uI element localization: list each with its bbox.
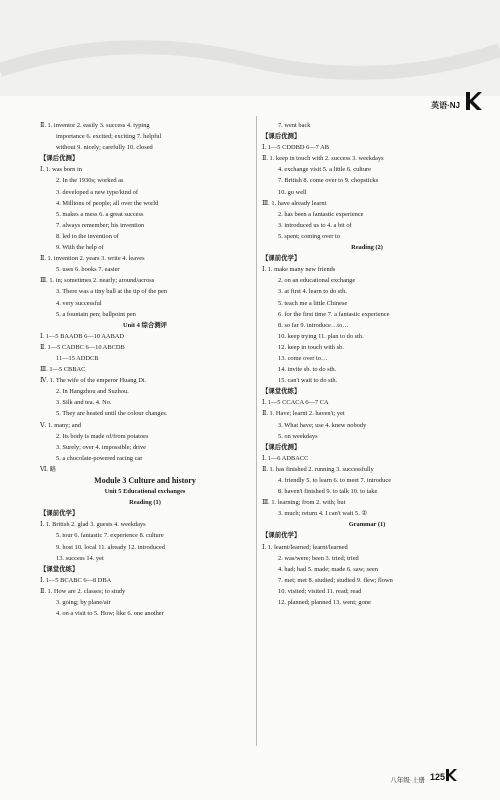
column-divider (256, 116, 257, 746)
answer-line: Reading (2) (351, 244, 383, 252)
answer-line: 9. With the help of (56, 244, 104, 252)
answer-line: 【课前优学】 (262, 255, 301, 263)
answer-line: 8. so far 9. introduce…to… (278, 321, 349, 329)
answer-line: 5. a fountain pen; ballpoint pen (56, 310, 136, 318)
answer-line: 3. Surely; over 4. impossible; drive (56, 443, 146, 451)
answer-line: 4. exchange visit 5. a little 6. culture (278, 166, 371, 174)
answer-line: Ⅰ. 1. learnt/learned; learnt/learned (262, 543, 348, 551)
footer-grade: 八年级·上册 (390, 777, 425, 784)
answer-line: 7. British 8. come over to 9. chopsticks (278, 177, 379, 185)
answer-line: 3. There was a tiny ball at the tip of the pen (56, 288, 167, 296)
answer-line: Ⅴ. 1. many; and (40, 421, 81, 429)
answer-line: 5. on weekdays (278, 432, 318, 440)
answer-line: 2. Its body is made of/from potatoes (56, 432, 149, 440)
answer-line: 7. met; met 8. studied; studied 9. flew; flown (278, 576, 393, 584)
answer-line: 3. developed a new type/kind of (56, 188, 138, 196)
answer-line: 【课堂优练】 (40, 565, 79, 573)
page-number: 125 (429, 772, 445, 782)
answer-line: Ⅱ. 1—5 CADBC 6—10 ABCDB (40, 343, 125, 351)
k-logo-icon (462, 90, 482, 112)
answer-line: 15. can't wait to do sth. (278, 377, 338, 385)
answer-line: without 9. nicely; carefully 10. closed (56, 144, 153, 152)
answer-line: 2. was/were; been 3. tried; tried (278, 554, 359, 562)
answer-line: 12. planned; planned 13. went; gone (278, 599, 371, 607)
answer-line: Ⅲ. 1. in; sometimes 2. nearly; around/across (40, 277, 155, 285)
answer-line: 4. friendly 5. to learn 6. to meet 7. introduce (278, 477, 392, 484)
answer-line: Ⅱ. 1. keep in touch with 2. success 3. weekdays (262, 155, 384, 163)
answer-line: 10. keep trying 11. plan to do sth. (278, 332, 364, 340)
answer-line: Ⅰ. 1—6 ADBACC (262, 454, 309, 462)
answer-line: 【课堂优练】 (262, 388, 301, 396)
answer-line: 2. on an educational exchange (278, 277, 356, 285)
answer-line: 2. In the 1930s; worked as (56, 177, 124, 185)
answer-line: Ⅳ. 1. The wife of the emperor Huang Di. (40, 377, 147, 385)
answer-line: 12. keep in touch with sb. (278, 343, 344, 351)
answer-line: 5. tour 6. fantastic 7. experience 8. culture (56, 532, 164, 540)
answer-line: 4. very successful (56, 299, 102, 307)
answer-line: 7. always remember; his invention (56, 221, 145, 229)
answer-line: Ⅱ. 1. invention 2. years 3. write 4. leaves (40, 255, 145, 263)
answer-line: 【课前优学】 (262, 532, 301, 540)
answer-line: Unit 4 综合测评 (122, 321, 168, 329)
answer-line: 3. introduced us to 4. a bit of (278, 221, 352, 229)
answer-line: 9. host 10. local 11. already 12. introduced (56, 543, 165, 551)
left-column (40, 120, 250, 619)
answer-line: 【课后优测】 (262, 443, 301, 451)
answer-line: Ⅰ. 1. was born in (40, 166, 82, 174)
answer-line: 5. a chocolate-powered racing car (56, 454, 143, 462)
answer-line: 【课后优测】 (40, 155, 79, 163)
answer-line: 13. come over to… (278, 354, 328, 362)
header-decoration (0, 0, 500, 96)
answer-line: 2. has been a fantastic experience (278, 210, 364, 218)
answer-line: 5. teach me a little Chinese (278, 299, 348, 307)
answer-line: 3. What have; use 4. knew nobody (278, 421, 367, 429)
answer-line: Ⅱ. 1. Have; learnt 2. haven't; yet (262, 410, 345, 418)
answer-line: 8. haven't finished 9. to talk 10. to take (278, 488, 378, 496)
answer-line: Module 3 Culture and history (94, 476, 196, 485)
answer-line: Ⅰ. 1. make many new friends (262, 266, 336, 274)
answer-line: Reading (1) (129, 499, 161, 507)
answer-line: Unit 5 Educational exchanges (104, 488, 186, 496)
answer-line: Ⅰ. 1—5 BCABC 6—8 DBA (40, 576, 112, 584)
answer-line: 3. going; by plane/air (56, 599, 111, 607)
header-brand: 英语·NJ (431, 101, 460, 110)
answer-line: 10. visited; visited 11. read; read (278, 587, 362, 595)
answer-line: 4. Millions of people; all over the world (56, 199, 159, 207)
answer-line: 7. went back (278, 122, 311, 129)
answer-line: Ⅱ. 1. has finished 2. running 3. successfully (262, 465, 374, 473)
answer-line: 5. They are heated until the colour changes. (56, 410, 168, 418)
answer-line: Ⅱ. 1. How are 2. classes; to study (40, 587, 126, 595)
answer-line: Ⅲ. 1. have already learnt (262, 199, 327, 207)
answer-line: 5. spent; coming over to (278, 232, 340, 240)
answer-line: Ⅰ. 1. British 2. glad 3. guests 4. weekdays (40, 521, 146, 529)
answer-line: 3. much; return 4. I can't wait 5. ② (278, 510, 368, 518)
answer-line: 8. led to the invention of (56, 232, 119, 240)
answer-line: Ⅲ. 1. learning; from 2. with; but (262, 499, 346, 507)
page-header (0, 0, 500, 96)
answer-line: Ⅰ. 1—5 CDDBD 6—7 AB (262, 144, 329, 152)
answer-line: 13. success 14. yet (56, 554, 104, 562)
answer-line: 4. on a visit to 5. How; like 6. one another (56, 610, 164, 618)
answer-line: 【课前优学】 (40, 510, 79, 518)
answer-line: 5. uses 6. books 7. easier (56, 266, 120, 274)
answer-line: importance 6. excited; exciting 7. helpful (56, 133, 162, 141)
answer-line: 14. invite sb. to do sth. (278, 366, 337, 374)
answer-line: Ⅲ. 1—5 CBBAC (40, 366, 86, 374)
answer-line: 4. had; had 5. made; made 6. saw; seen (278, 565, 378, 573)
answer-line: 11—15 ADDCB (56, 354, 99, 362)
right-column (262, 120, 472, 608)
answer-line: 6. for the first time 7. a fantastic experience (278, 310, 390, 318)
answer-line: 3. at first 4. learn to do sth. (278, 288, 347, 296)
answer-line: Ⅵ. 略 (40, 465, 57, 473)
answer-line: 2. In Hangzhou and Suzhou. (56, 388, 129, 396)
answer-line: Grammar (1) (348, 521, 386, 529)
answer-line: 【课后优测】 (262, 133, 301, 141)
footer-logo-icon (444, 768, 458, 782)
answer-line: Ⅰ. 1—5 BAADB 6—10 AABAD (40, 332, 125, 340)
answer-line: 10. go well (278, 188, 307, 196)
answer-line: 3. Silk and tea. 4. No. (56, 399, 112, 407)
answer-line: Ⅱ. 1. inventor 2. easily 3. success 4. typing (40, 122, 150, 129)
answer-line: 5. makes a mess 6. a great success (56, 210, 144, 218)
answer-line: Ⅰ. 1—5 CCACA 6—7 CA (262, 399, 329, 407)
